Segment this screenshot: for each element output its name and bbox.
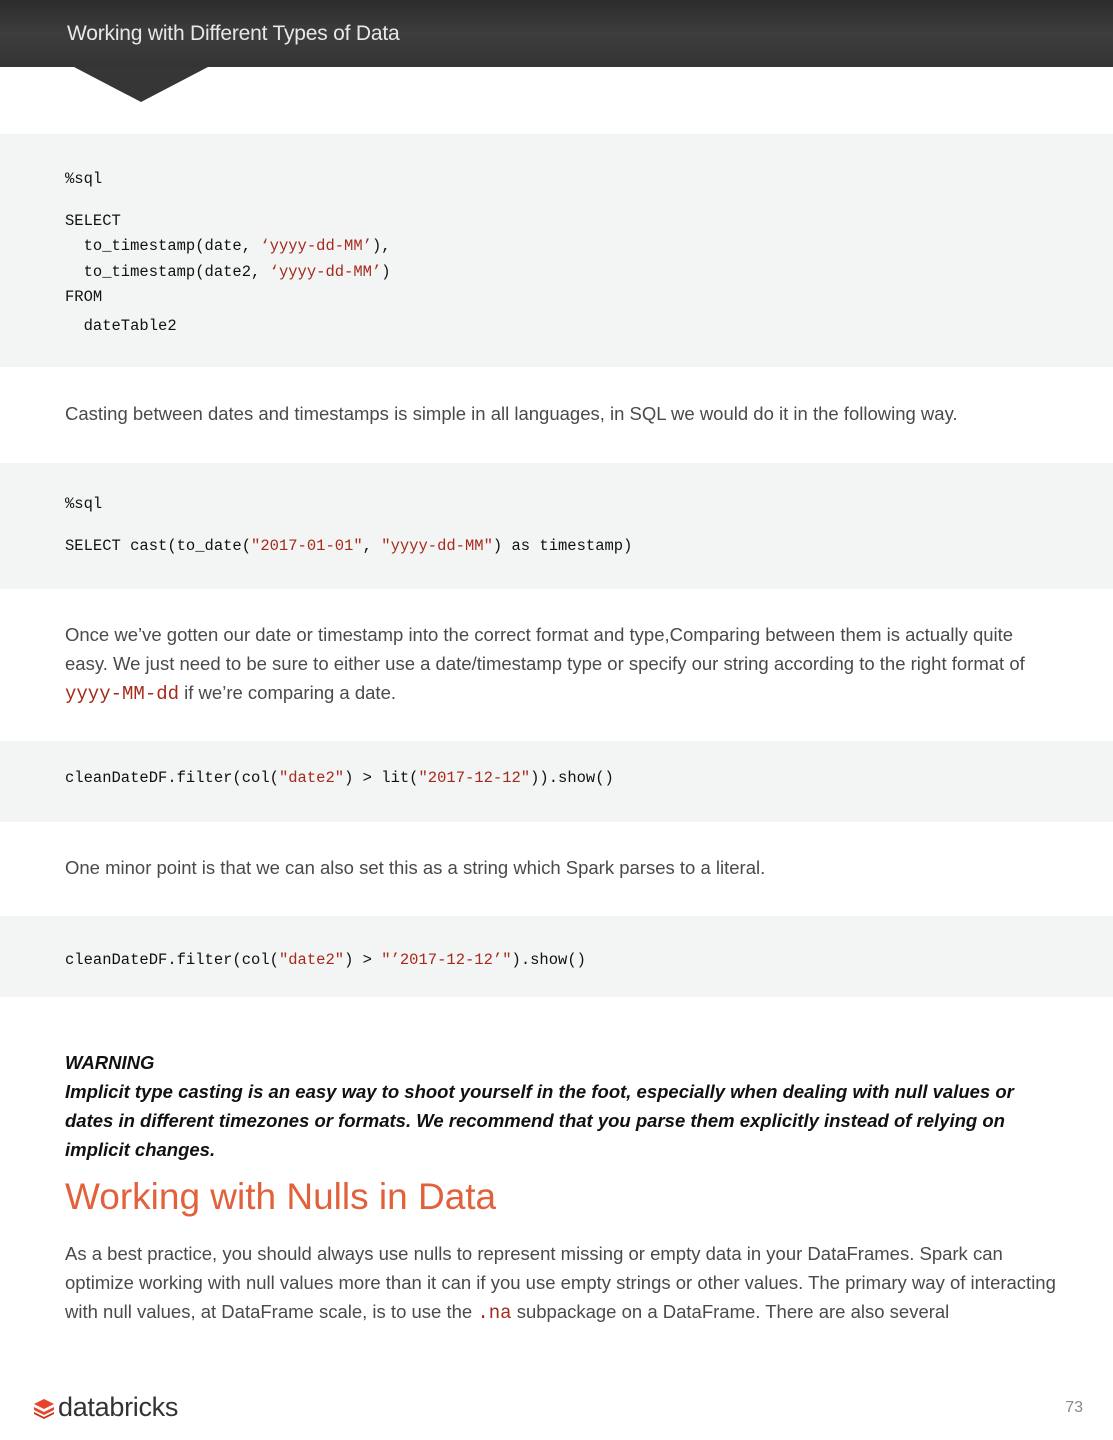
inline-code: yyyy-MM-dd [65, 683, 180, 705]
logo-text: databricks [58, 1392, 179, 1422]
page-number: 73 [1065, 1399, 1083, 1416]
warning-text: Implicit type casting is an easy way to shoot yourself in the foot, especially when dealing with null values or dates in different timezones or formats. We recommend that you parse them explicitly instead of relying on implicit changes. [65, 1081, 1014, 1160]
databricks-logo-icon [33, 1397, 55, 1419]
body-paragraph: As a best practice, you should always use nulls to represent missing or empty data in your DataFrames. Spark can optimize working with null values more than it can if you use empty strings or other values. The primary way of interacting with null values, at DataFrame scale, is to use the .na subpackage on a DataFrame. There are also several [65, 1243, 1056, 1324]
code-block-filter-string [0, 916, 1113, 997]
body-paragraph: One minor point is that we can also set this as a string which Spark parses to a literal. [65, 857, 766, 878]
inline-code: .na [477, 1302, 512, 1324]
code-block-sql-cast [0, 463, 1113, 589]
header-title: Working with Different Types of Data [67, 22, 400, 45]
warning-callout [65, 1048, 1065, 1164]
header-notch [74, 67, 208, 102]
code-block-filter-lit [0, 741, 1113, 822]
code-line: FROM [65, 288, 103, 306]
code-line: dateTable2 [65, 317, 177, 335]
section-heading: Working with Nulls in Data [65, 1176, 497, 1217]
code-line: %sql [65, 170, 103, 188]
code-line: cleanDateDF.filter(col("date2") > "’2017-12-12’").show() [65, 951, 586, 969]
code-line: to_timestamp(date2, ‘yyyy-dd-MM’) [65, 263, 391, 281]
code-line: to_timestamp(date, ‘yyyy-dd-MM’), [65, 237, 391, 255]
body-paragraph: Once we’ve gotten our date or timestamp into the correct format and type,Comparing between them is actually quite easy. We just need to be sure to either use a date/timestamp type or specify our string according to the right format of yyyy-MM-dd if we’re comparing a date. [65, 624, 1025, 705]
databricks-logo [33, 1392, 178, 1423]
code-line: SELECT cast(to_date("2017-01-01", "yyyy-dd-MM") as timestamp) [65, 537, 633, 555]
code-block-sql-to-timestamp [0, 134, 1113, 367]
code-line: SELECT [65, 212, 121, 230]
code-line: %sql [65, 495, 103, 513]
warning-label: WARNING [65, 1052, 155, 1073]
code-line: cleanDateDF.filter(col("date2") > lit("2017-12-12")).show() [65, 769, 614, 787]
page-header [0, 0, 1113, 67]
body-paragraph: Casting between dates and timestamps is simple in all languages, in SQL we would do it in the following way. [65, 403, 958, 424]
